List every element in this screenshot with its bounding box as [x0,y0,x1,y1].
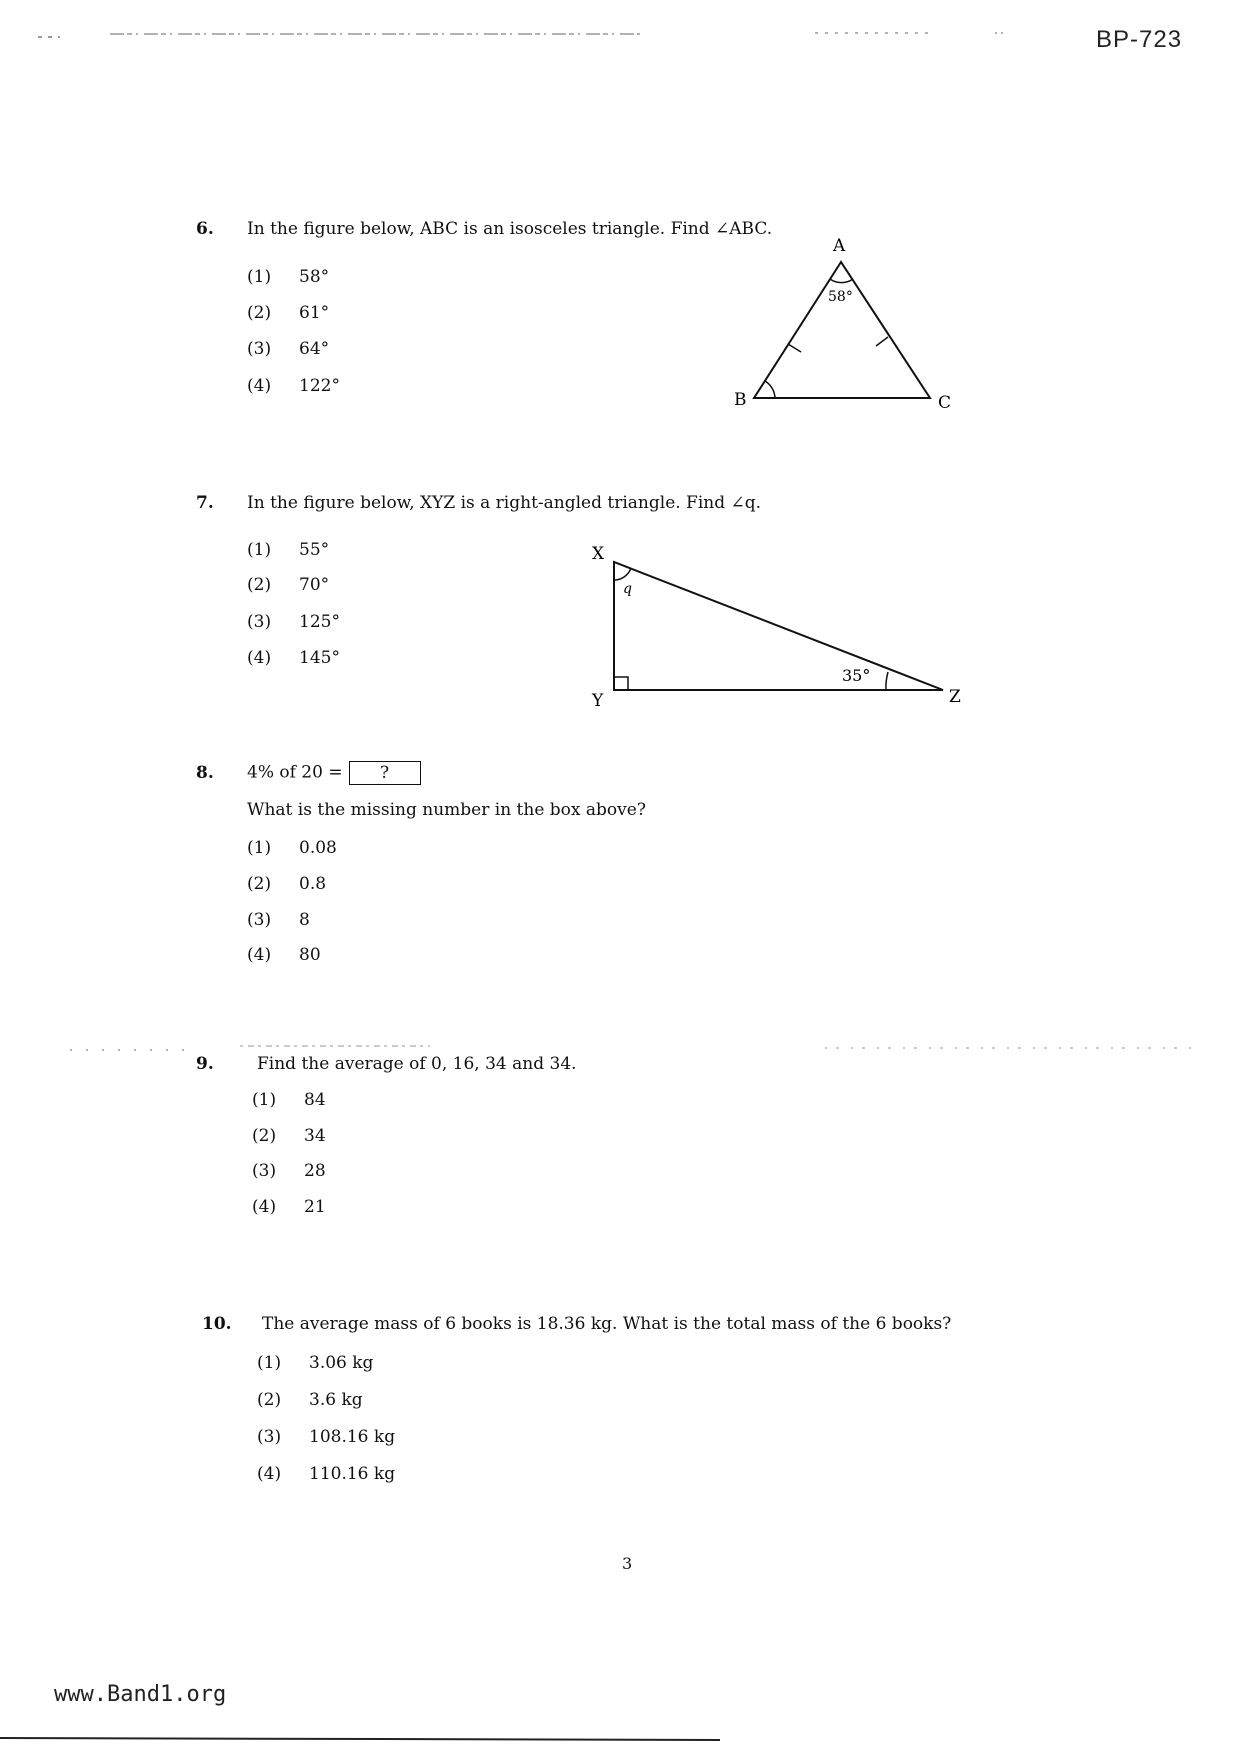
mid-scan-marks [0,1040,1239,1080]
vertex-z-label: Z [949,687,961,707]
question-6-option-2[interactable]: (2) 61° [247,303,330,323]
question-8-option-1[interactable]: (1) 0.08 [247,838,337,858]
question-8-answer-box: ? [349,761,421,785]
footer-rule [0,1730,1239,1750]
question-8-equation-text: 4% of 20 = [247,762,343,783]
vertex-b-label: B [734,390,747,410]
question-6-option-3[interactable]: (3) 64° [247,339,330,359]
angle-z-arc [886,672,888,690]
angle-q-value: q [623,581,632,597]
question-10-option-1[interactable]: (1) 3.06 kg [257,1353,374,1373]
angle-a-arc [830,279,853,283]
question-9-option-4[interactable]: (4) 21 [252,1197,326,1217]
angle-z-value: 35° [842,666,871,685]
question-7-option-3[interactable]: (3) 125° [247,612,340,632]
angle-q-arc [614,568,631,580]
question-6-text: In the figure below, ABC is an isosceles triangle. Find ∠ABC. [247,219,773,239]
question-8-number: 8. [196,763,214,783]
question-9-option-1[interactable]: (1) 84 [252,1090,326,1110]
question-8-text: What is the missing number in the box above? [247,800,646,820]
question-6-option-1[interactable]: (1) 58° [247,267,330,287]
question-9-text: Find the average of 0, 16, 34 and 34. [257,1054,577,1074]
right-triangle-figure [585,535,965,710]
equal-side-mark-ab [788,344,801,352]
question-7-option-2[interactable]: (2) 70° [247,575,330,595]
angle-a-value: 58° [828,289,853,305]
question-7-number: 7. [196,493,214,513]
question-7-option-4[interactable]: (4) 145° [247,648,340,668]
question-8-option-3[interactable]: (3) 8 [247,910,310,930]
footer-url: www.Band1.org [54,1682,227,1707]
question-10-option-2[interactable]: (2) 3.6 kg [257,1390,363,1410]
page-number: 3 [622,1554,633,1573]
vertex-a-label: A [833,236,846,256]
question-6-option-4[interactable]: (4) 122° [247,376,340,396]
question-8-option-2[interactable]: (2) 0.8 [247,874,327,894]
right-angle-mark [614,677,628,690]
question-8-option-4[interactable]: (4) 80 [247,945,321,965]
angle-b-arc [765,381,775,398]
question-9-number: 9. [196,1054,214,1074]
equal-side-mark-ac [876,337,888,346]
question-9-option-3[interactable]: (3) 28 [252,1161,326,1181]
question-10-text: The average mass of 6 books is 18.36 kg. What is the total mass of the 6 books? [262,1314,952,1334]
question-10-number: 10. [202,1314,232,1334]
question-7-text: In the figure below, XYZ is a right-angled triangle. Find ∠q. [247,493,762,513]
question-10-option-3[interactable]: (3) 108.16 kg [257,1427,396,1447]
question-6-number: 6. [196,219,214,239]
question-7-option-1[interactable]: (1) 55° [247,540,330,560]
question-10-option-4[interactable]: (4) 110.16 kg [257,1464,396,1484]
question-8-equation [247,761,421,785]
document-code: BP-723 [1096,26,1183,53]
vertex-x-label: X [592,544,605,564]
vertex-y-label: Y [592,691,604,710]
header-scan-marks [0,0,1239,60]
question-9-option-2[interactable]: (2) 34 [252,1126,326,1146]
vertex-c-label: C [938,393,952,413]
isosceles-triangle-figure [720,230,960,415]
